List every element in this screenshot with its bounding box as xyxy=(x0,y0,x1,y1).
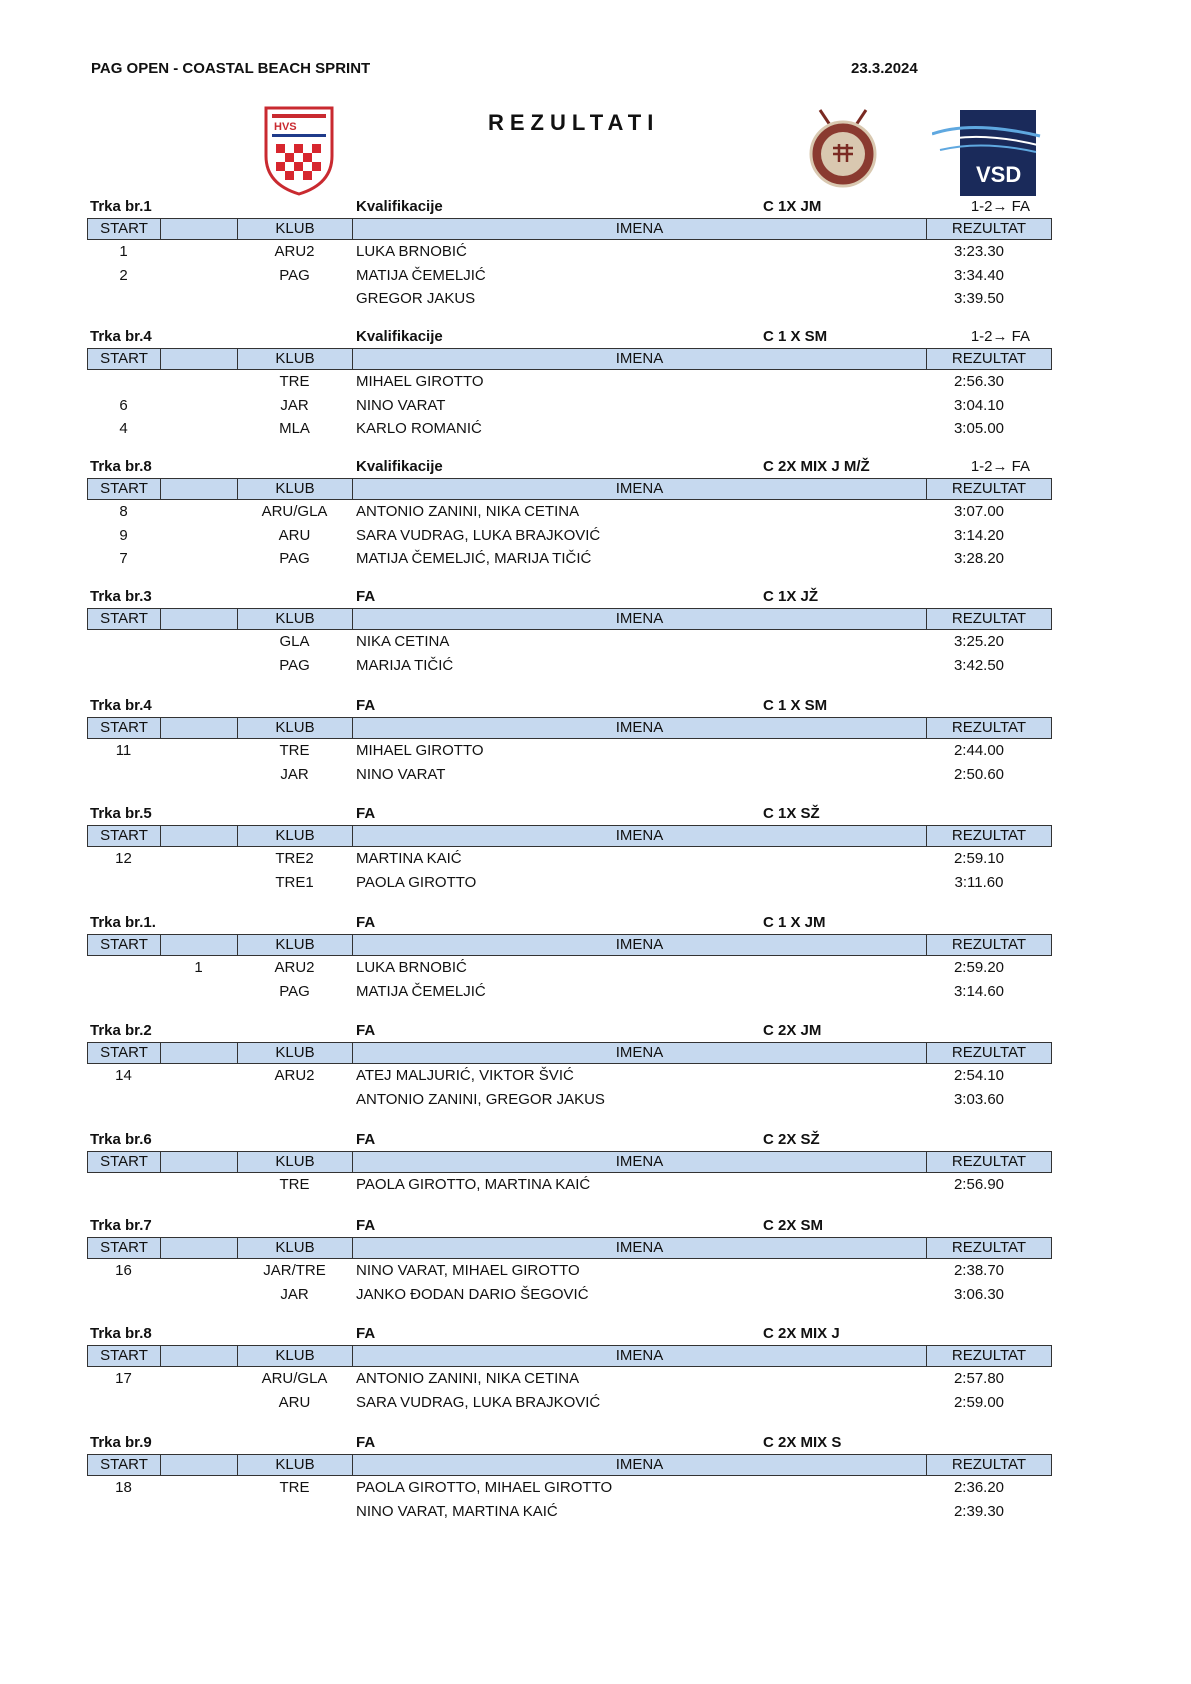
col-blank-header xyxy=(161,609,238,629)
table-row xyxy=(87,500,1052,524)
col-imena-header: IMENA xyxy=(353,1152,927,1172)
start-cell: 17 xyxy=(115,1370,132,1387)
race-heading xyxy=(87,1020,1052,1042)
result-rows xyxy=(87,240,1052,311)
col-blank-header xyxy=(161,349,238,369)
race-phase: FA xyxy=(356,1217,376,1234)
col-start-header: START xyxy=(88,1238,161,1258)
col-blank-header xyxy=(161,1043,238,1063)
table-row xyxy=(87,871,1052,895)
start-cell: 8 xyxy=(119,503,128,520)
rezultat-cell: 3:11.60 xyxy=(954,873,1004,891)
klub-cell: TRE xyxy=(279,373,310,390)
race-heading xyxy=(87,456,1052,478)
imena-cell: NIKA CETINA xyxy=(356,633,450,650)
table-row xyxy=(87,370,1052,394)
svg-text:HVS: HVS xyxy=(274,121,297,133)
table-row xyxy=(87,1259,1052,1283)
klub-cell: TRE1 xyxy=(275,873,314,891)
race-category: C 1X JM xyxy=(763,198,822,215)
start-cell: 1 xyxy=(119,243,128,260)
table-row xyxy=(87,763,1052,787)
klub-cell: GLA xyxy=(279,633,310,650)
result-rows xyxy=(87,1173,1052,1197)
rezultat-cell: 2:59.00 xyxy=(953,1393,1005,1411)
imena-cell: KARLO ROMANIĆ xyxy=(356,420,482,437)
table-row xyxy=(87,739,1052,763)
col-start-header: START xyxy=(88,1043,161,1063)
col-imena-header: IMENA xyxy=(353,1455,927,1475)
col-klub-header: KLUB xyxy=(238,1238,353,1258)
col-imena-header: IMENA xyxy=(353,609,927,629)
race-block xyxy=(87,1432,1052,1523)
race-advance: 1-2→ FA xyxy=(970,328,1030,345)
rezultat-cell: 2:50.60 xyxy=(953,765,1005,783)
klub-cell: JAR xyxy=(280,765,309,783)
race-phase: Kvalifikacije xyxy=(356,328,443,345)
rezultat-cell: 3:07.00 xyxy=(953,503,1005,520)
race-category: C 1X SŽ xyxy=(763,805,820,822)
column-header-row xyxy=(87,717,1052,739)
race-phase: FA xyxy=(356,1434,376,1451)
rezultat-cell: 3:34.40 xyxy=(953,266,1005,284)
col-start-header: START xyxy=(88,349,161,369)
klub-cell: JAR xyxy=(280,396,309,414)
race-phase: FA xyxy=(356,914,376,931)
rezultat-cell: 3:14.60 xyxy=(953,982,1005,1000)
col-blank-header xyxy=(161,1346,238,1366)
rezultat-cell: 2:39.30 xyxy=(953,1502,1005,1520)
imena-cell: PAOLA GIROTTO xyxy=(356,873,477,891)
race-category: C 1 X SM xyxy=(763,697,828,714)
race-phase: Kvalifikacije xyxy=(356,198,443,215)
col-blank-header xyxy=(161,1152,238,1172)
race-block xyxy=(87,1215,1052,1306)
race-block xyxy=(87,1129,1052,1197)
col-blank-header xyxy=(161,219,238,239)
col-start-header: START xyxy=(88,609,161,629)
rezultat-cell: 3:28.20 xyxy=(953,550,1005,567)
race-block xyxy=(87,196,1052,311)
result-rows xyxy=(87,847,1052,894)
race-phase: Kvalifikacije xyxy=(356,458,443,475)
col-start-header: START xyxy=(88,935,161,955)
column-header-row xyxy=(87,608,1052,630)
imena-cell: MIHAEL GIROTTO xyxy=(356,373,484,390)
race-heading xyxy=(87,1129,1052,1151)
klub-cell: TRE xyxy=(279,742,310,759)
col-klub-header: KLUB xyxy=(238,718,353,738)
rezultat-cell: 3:06.30 xyxy=(953,1285,1005,1303)
imena-cell: MATIJA ČEMELJIĆ, MARIJA TIČIĆ xyxy=(356,550,592,567)
imena-cell: GREGOR JAKUS xyxy=(356,290,476,307)
pag-club-logo xyxy=(806,104,880,190)
col-rezultat-header: REZULTAT xyxy=(951,827,1027,844)
col-rezultat-header: REZULTAT xyxy=(951,480,1027,497)
rezultat-cell: 3:05.00 xyxy=(953,420,1005,437)
table-row xyxy=(87,1283,1052,1307)
col-imena-header: IMENA xyxy=(353,1043,927,1063)
race-heading xyxy=(87,586,1052,608)
column-header-row xyxy=(87,1237,1052,1259)
imena-cell: LUKA BRNOBIĆ xyxy=(356,959,467,976)
klub-cell: JAR xyxy=(280,1285,309,1303)
table-row xyxy=(87,264,1052,288)
col-imena-header: IMENA xyxy=(353,1238,927,1258)
klub-cell: ARU xyxy=(278,526,311,544)
race-category: C 1 X SM xyxy=(763,328,828,345)
col-rezultat-header: REZULTAT xyxy=(951,1347,1027,1364)
col-rezultat-header: REZULTAT xyxy=(951,1239,1027,1256)
race-title: Trka br.6 xyxy=(90,1131,152,1148)
start-cell: 2 xyxy=(119,266,128,284)
column-header-row xyxy=(87,1345,1052,1367)
result-rows xyxy=(87,630,1052,677)
race-heading xyxy=(87,326,1052,348)
imena-cell: NINO VARAT xyxy=(356,765,446,783)
race-title: Trka br.8 xyxy=(90,1325,152,1342)
hvs-logo xyxy=(262,104,336,196)
race-title: Trka br.2 xyxy=(90,1022,152,1039)
klub-cell: ARU/GLA xyxy=(261,1370,328,1387)
race-phase: FA xyxy=(356,805,376,822)
race-heading xyxy=(87,912,1052,934)
imena-cell: JANKO ĐODAN DARIO ŠEGOVIĆ xyxy=(356,1285,589,1303)
col-start-header: START xyxy=(88,1455,161,1475)
col-imena-header: IMENA xyxy=(353,479,927,499)
table-row xyxy=(87,956,1052,980)
imena-cell: MATIJA ČEMELJIĆ xyxy=(356,266,486,284)
rezultat-cell: 3:14.20 xyxy=(953,526,1005,544)
race-title: Trka br.1 xyxy=(90,198,152,215)
col-rezultat-header: REZULTAT xyxy=(951,610,1027,627)
imena-cell: SARA VUDRAG, LUKA BRAJKOVIĆ xyxy=(356,526,601,544)
col-start-header: START xyxy=(88,219,161,239)
col-klub-header: KLUB xyxy=(238,1152,353,1172)
race-heading xyxy=(87,1215,1052,1237)
col-imena-header: IMENA xyxy=(353,219,927,239)
results-title: REZULTATI xyxy=(488,110,660,135)
imena-cell: NINO VARAT, MARTINA KAIĆ xyxy=(356,1502,558,1520)
klub-cell: JAR/TRE xyxy=(263,1262,326,1279)
race-heading xyxy=(87,196,1052,218)
col-imena-header: IMENA xyxy=(353,349,927,369)
col-imena-header: IMENA xyxy=(353,718,927,738)
race-advance: 1-2→ FA xyxy=(970,198,1030,215)
column-header-row xyxy=(87,218,1052,240)
klub-cell: PAG xyxy=(279,550,310,567)
klub-cell: TRE xyxy=(279,1479,310,1496)
imena-cell: ATEJ MALJURIĆ, VIKTOR ŠVIĆ xyxy=(356,1067,574,1084)
race-block xyxy=(87,1020,1052,1111)
lane-cell: 1 xyxy=(194,959,203,976)
race-title: Trka br.8 xyxy=(90,458,152,475)
race-category: C 2X MIX J M/Ž xyxy=(763,458,870,475)
imena-cell: ANTONIO ZANINI, GREGOR JAKUS xyxy=(356,1090,605,1108)
rezultat-cell: 2:36.20 xyxy=(953,1479,1005,1496)
result-rows xyxy=(87,739,1052,786)
imena-cell: MARIJA TIČIĆ xyxy=(356,656,454,674)
race-heading xyxy=(87,1323,1052,1345)
klub-cell: PAG xyxy=(279,656,310,674)
race-category: C 2X MIX S xyxy=(763,1434,842,1451)
imena-cell: PAOLA GIROTTO, MIHAEL GIROTTO xyxy=(356,1479,613,1496)
table-row xyxy=(87,394,1052,418)
rezultat-cell: 3:42.50 xyxy=(953,656,1005,674)
col-blank-header xyxy=(161,826,238,846)
start-cell: 14 xyxy=(115,1067,132,1084)
rezultat-cell: 2:59.20 xyxy=(953,959,1005,976)
start-cell: 18 xyxy=(115,1479,132,1496)
column-header-row xyxy=(87,1151,1052,1173)
race-title: Trka br.9 xyxy=(90,1434,152,1451)
race-block xyxy=(87,803,1052,894)
klub-cell: ARU/GLA xyxy=(261,503,328,520)
col-start-header: START xyxy=(88,1346,161,1366)
race-category: C 2X SM xyxy=(763,1217,824,1234)
race-phase: FA xyxy=(356,1325,376,1342)
race-title: Trka br.3 xyxy=(90,588,152,605)
start-cell: 16 xyxy=(115,1262,132,1279)
col-start-header: START xyxy=(88,1152,161,1172)
rezultat-cell: 3:39.50 xyxy=(953,290,1005,307)
race-title: Trka br.4 xyxy=(90,697,152,714)
race-title: Trka br.1. xyxy=(90,914,156,931)
klub-cell: ARU xyxy=(278,1393,311,1411)
col-rezultat-header: REZULTAT xyxy=(951,220,1027,237)
race-phase: FA xyxy=(356,588,376,605)
rezultat-cell: 3:23.30 xyxy=(953,243,1005,260)
race-block xyxy=(87,695,1052,786)
imena-cell: MIHAEL GIROTTO xyxy=(356,742,484,759)
race-heading xyxy=(87,1432,1052,1454)
imena-cell: MARTINA KAIĆ xyxy=(356,850,462,867)
race-block xyxy=(87,456,1052,571)
col-start-header: START xyxy=(88,826,161,846)
table-row xyxy=(87,547,1052,571)
imena-cell: NINO VARAT, MIHAEL GIROTTO xyxy=(356,1262,580,1279)
table-row xyxy=(87,630,1052,654)
col-imena-header: IMENA xyxy=(353,826,927,846)
col-klub-header: KLUB xyxy=(238,1455,353,1475)
klub-cell: PAG xyxy=(279,982,310,1000)
race-block xyxy=(87,586,1052,677)
imena-cell: SARA VUDRAG, LUKA BRAJKOVIĆ xyxy=(356,1393,601,1411)
klub-cell: TRE xyxy=(279,1176,310,1193)
col-blank-header xyxy=(161,1455,238,1475)
col-blank-header xyxy=(161,1238,238,1258)
result-rows xyxy=(87,956,1052,1003)
result-rows xyxy=(87,370,1052,441)
col-rezultat-header: REZULTAT xyxy=(951,1153,1027,1170)
col-rezultat-header: REZULTAT xyxy=(951,350,1027,367)
col-imena-header: IMENA xyxy=(353,935,927,955)
event-date: 23.3.2024 xyxy=(851,60,918,77)
vsd-logo xyxy=(932,106,1044,200)
race-advance: 1-2→ FA xyxy=(970,458,1030,475)
result-rows xyxy=(87,1367,1052,1414)
table-row xyxy=(87,1391,1052,1415)
table-row xyxy=(87,980,1052,1004)
klub-cell: ARU2 xyxy=(274,1067,315,1084)
start-cell: 7 xyxy=(119,550,128,567)
col-rezultat-header: REZULTAT xyxy=(951,719,1027,736)
table-row xyxy=(87,1064,1052,1088)
col-start-header: START xyxy=(88,718,161,738)
col-klub-header: KLUB xyxy=(238,349,353,369)
klub-cell: ARU2 xyxy=(274,959,315,976)
col-rezultat-header: REZULTAT xyxy=(951,936,1027,953)
result-rows xyxy=(87,500,1052,571)
col-klub-header: KLUB xyxy=(238,826,353,846)
rezultat-cell: 2:59.10 xyxy=(953,850,1005,867)
race-title: Trka br.5 xyxy=(90,805,152,822)
column-header-row xyxy=(87,825,1052,847)
klub-cell: PAG xyxy=(279,266,310,284)
table-row xyxy=(87,1476,1052,1500)
column-header-row xyxy=(87,348,1052,370)
rezultat-cell: 2:44.00 xyxy=(953,742,1005,759)
race-heading xyxy=(87,803,1052,825)
col-rezultat-header: REZULTAT xyxy=(951,1456,1027,1473)
rezultat-cell: 2:57.80 xyxy=(953,1370,1005,1387)
start-cell: 9 xyxy=(119,526,128,544)
table-row xyxy=(87,654,1052,678)
table-row xyxy=(87,240,1052,264)
col-klub-header: KLUB xyxy=(238,935,353,955)
column-header-row xyxy=(87,934,1052,956)
rezultat-cell: 2:56.30 xyxy=(953,373,1005,390)
rezultat-cell: 2:38.70 xyxy=(953,1262,1005,1279)
race-category: C 2X MIX J xyxy=(763,1325,840,1342)
col-klub-header: KLUB xyxy=(238,219,353,239)
imena-cell: MATIJA ČEMELJIĆ xyxy=(356,982,486,1000)
col-klub-header: KLUB xyxy=(238,609,353,629)
klub-cell: MLA xyxy=(279,420,310,437)
col-rezultat-header: REZULTAT xyxy=(951,1044,1027,1061)
race-category: C 1 X JM xyxy=(763,914,826,931)
race-phase: FA xyxy=(356,1022,376,1039)
imena-cell: LUKA BRNOBIĆ xyxy=(356,243,467,260)
imena-cell: NINO VARAT xyxy=(356,396,446,414)
imena-cell: ANTONIO ZANINI, NIKA CETINA xyxy=(356,503,580,520)
table-row xyxy=(87,1367,1052,1391)
race-category: C 2X SŽ xyxy=(763,1131,820,1148)
race-title: Trka br.4 xyxy=(90,328,152,345)
svg-text:VSD: VSD xyxy=(976,162,1022,187)
col-blank-header xyxy=(161,935,238,955)
result-rows xyxy=(87,1476,1052,1523)
col-imena-header: IMENA xyxy=(353,1346,927,1366)
imena-cell: PAOLA GIROTTO, MARTINA KAIĆ xyxy=(356,1176,591,1193)
rezultat-cell: 3:25.20 xyxy=(953,633,1005,650)
event-title: PAG OPEN - COASTAL BEACH SPRINT xyxy=(91,60,371,77)
col-blank-header xyxy=(161,479,238,499)
rezultat-cell: 2:54.10 xyxy=(953,1067,1005,1084)
col-klub-header: KLUB xyxy=(238,1346,353,1366)
race-block xyxy=(87,326,1052,441)
rezultat-cell: 3:03.60 xyxy=(953,1090,1005,1108)
table-row xyxy=(87,1088,1052,1112)
table-row xyxy=(87,1500,1052,1524)
col-klub-header: KLUB xyxy=(238,1043,353,1063)
column-header-row xyxy=(87,1042,1052,1064)
race-phase: FA xyxy=(356,697,376,714)
column-header-row xyxy=(87,1454,1052,1476)
klub-cell: TRE2 xyxy=(275,850,314,867)
start-cell: 11 xyxy=(115,742,132,759)
race-block xyxy=(87,912,1052,1003)
col-klub-header: KLUB xyxy=(238,479,353,499)
race-category: C 1X JŽ xyxy=(763,588,819,605)
race-title: Trka br.7 xyxy=(90,1217,152,1234)
start-cell: 4 xyxy=(119,420,128,437)
table-row xyxy=(87,417,1052,441)
race-phase: FA xyxy=(356,1131,376,1148)
result-rows xyxy=(87,1064,1052,1111)
table-row xyxy=(87,287,1052,311)
start-cell: 6 xyxy=(119,396,128,414)
klub-cell: ARU2 xyxy=(274,243,315,260)
result-rows xyxy=(87,1259,1052,1306)
table-row xyxy=(87,1173,1052,1197)
race-category: C 2X JM xyxy=(763,1022,822,1039)
race-heading xyxy=(87,695,1052,717)
column-header-row xyxy=(87,478,1052,500)
rezultat-cell: 2:56.90 xyxy=(953,1176,1005,1193)
race-block xyxy=(87,1323,1052,1414)
table-row xyxy=(87,524,1052,548)
start-cell: 12 xyxy=(115,850,132,867)
rezultat-cell: 3:04.10 xyxy=(953,396,1005,414)
col-blank-header xyxy=(161,718,238,738)
imena-cell: ANTONIO ZANINI, NIKA CETINA xyxy=(356,1370,580,1387)
table-row xyxy=(87,847,1052,871)
col-start-header: START xyxy=(88,479,161,499)
